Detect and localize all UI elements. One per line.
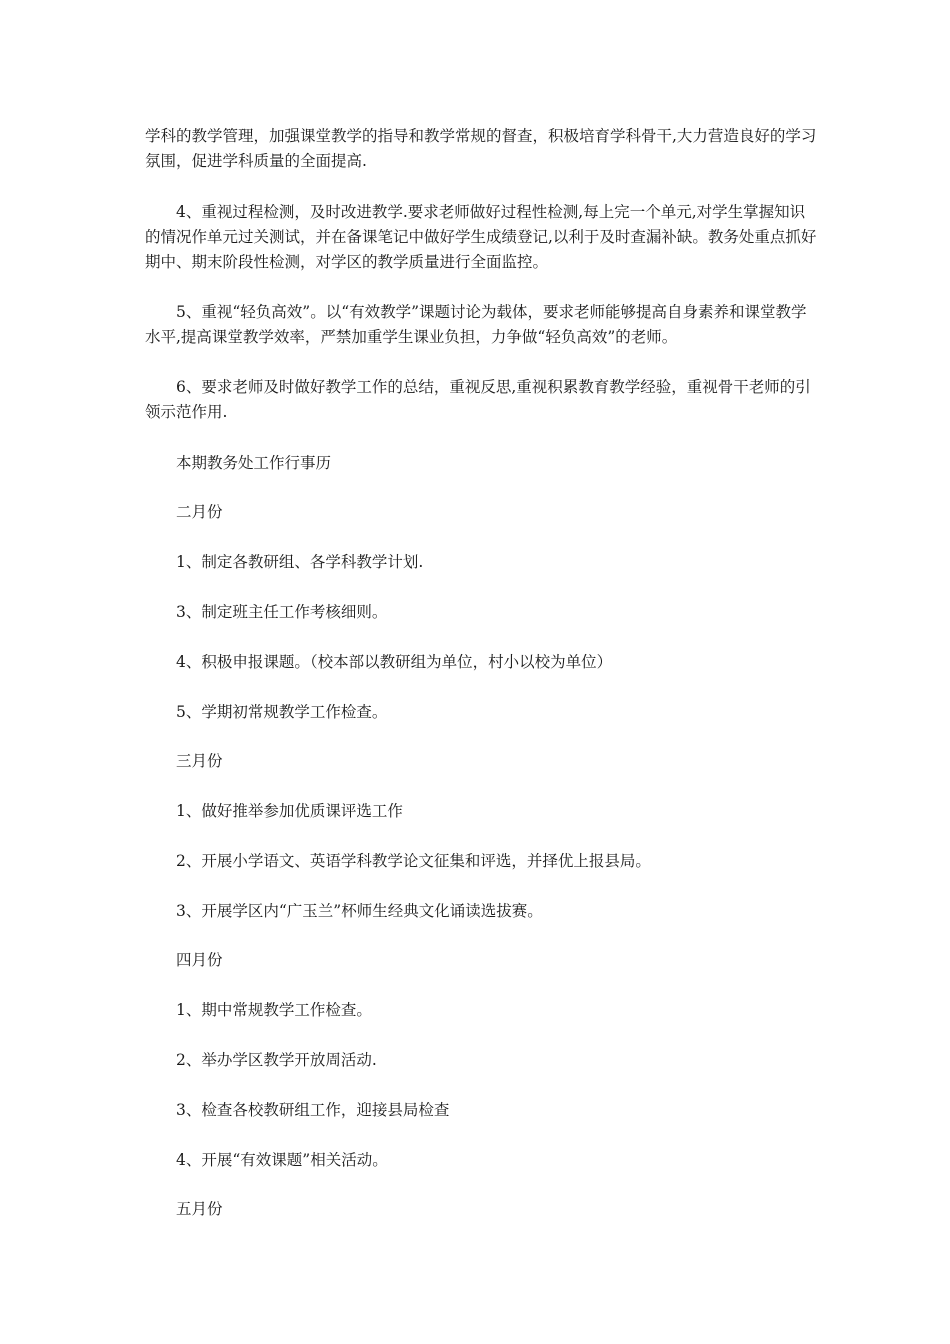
month-heading-april: 四月份: [176, 951, 223, 969]
month-heading-february: 二月份: [176, 503, 223, 521]
schedule-heading: 本期教务处工作行事历: [176, 454, 332, 472]
list-item: 5、学期初常规教学工作检查。: [176, 703, 388, 721]
list-item: 3、开展学区内“广玉兰”杯师生经典文化诵读选拔赛。: [176, 902, 543, 920]
paragraph-summary-reflection: 6、要求老师及时做好教学工作的总结，重视反思,重视积累教育教学经验，重视骨干老师的引领示范作用.: [145, 378, 811, 421]
month-heading-march: 三月份: [176, 752, 223, 770]
paragraph-subject-management: 学科的教学管理，加强课堂教学的指导和教学常规的督查，积极培育学科骨干,大力营造良好的学习氛围，促进学科质量的全面提高.: [145, 127, 817, 170]
list-item: 3、制定班主任工作考核细则。: [176, 603, 388, 621]
list-item: 3、检查各校教研组工作，迎接县局检查: [176, 1101, 450, 1119]
list-item: 1、做好推举参加优质课评选工作: [176, 802, 403, 820]
paragraph-light-burden: 5、重视“轻负高效”。以“有效教学”课题讨论为载体，要求老师能够提高自身素养和课堂教学水平,提高课堂教学效率，严禁加重学生课业负担，力争做“轻负高效”的老师。: [145, 303, 807, 346]
list-item: 1、期中常规教学工作检查。: [176, 1001, 372, 1019]
month-heading-may: 五月份: [176, 1200, 223, 1218]
list-item: 4、积极申报课题。（校本部以教研组为单位，村小以校为单位）: [176, 653, 613, 671]
list-item: 2、举办学区教学开放周活动.: [176, 1051, 377, 1069]
paragraph-process-testing: 4、重视过程检测，及时改进教学.要求老师做好过程性检测,每上完一个单元,对学生掌握知识的情况作单元过关测试，并在备课笔记中做好学生成绩登记,以利于及时查漏补缺。教务处重点抓好期中、期末阶段性检测，对学区的教学质量进行全面监控。: [145, 203, 817, 271]
list-item: 2、开展小学语文、英语学科教学论文征集和评选，并择优上报县局。: [176, 852, 651, 870]
list-item: 4、开展“有效课题”相关活动。: [176, 1151, 388, 1169]
list-item: 1、制定各教研组、各学科教学计划.: [176, 553, 424, 571]
